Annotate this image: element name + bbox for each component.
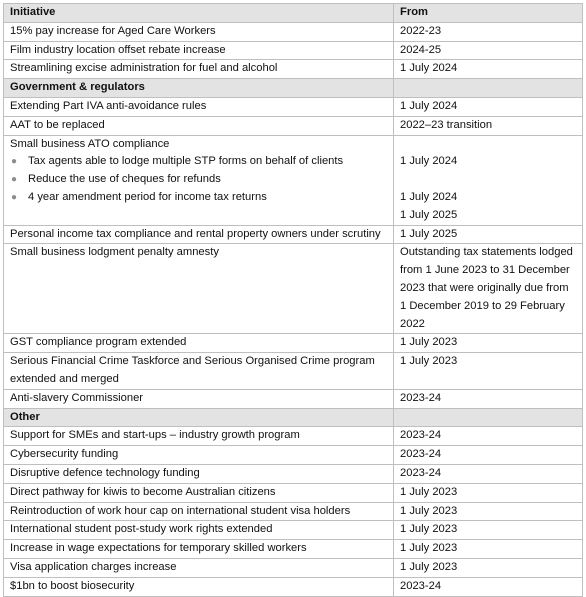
table-row [4, 502, 583, 521]
bullet-icon: ● [11, 191, 18, 203]
table-row [4, 135, 583, 225]
table-row [4, 97, 583, 116]
initiative-cell: Cybersecurity funding [4, 446, 394, 465]
bullet-item [10, 153, 387, 171]
from-cell: 1 July 2023 [394, 558, 583, 577]
from-cell: 2023-24 [394, 577, 583, 596]
table-row [4, 483, 583, 502]
table-row [4, 389, 583, 408]
bullet-text: Tax agents able to lodge multiple STP forms on behalf of clients [28, 155, 344, 168]
bullet-item [10, 171, 387, 189]
from-spacer [400, 171, 576, 189]
initiative-cell: Support for SMEs and start-ups – industry growth program [4, 427, 394, 446]
section-header-government [4, 79, 583, 98]
initiative-cell: Serious Financial Crime Taskforce and Serious Organised Crime program extended and merged [4, 353, 394, 390]
from-cell: 2024-25 [394, 41, 583, 60]
table-row [4, 521, 583, 540]
table-row [4, 225, 583, 244]
table-row [4, 116, 583, 135]
section-header-other [4, 408, 583, 427]
initiative-cell: Disruptive defence technology funding [4, 464, 394, 483]
initiative-cell: International student post-study work rights extended [4, 521, 394, 540]
initiative-cell: Personal income tax compliance and rental property owners under scrutiny [4, 225, 394, 244]
table-row [4, 22, 583, 41]
initiatives-table [3, 3, 583, 597]
from-cell: 2023-24 [394, 464, 583, 483]
from-cell: 1 July 2023 [394, 483, 583, 502]
from-line: 1 July 2024 [400, 190, 458, 203]
initiative-cell: Visa application charges increase [4, 558, 394, 577]
initiative-cell: Small business lodgment penalty amnesty [4, 244, 394, 334]
header-row [4, 4, 583, 23]
header-from: From [394, 4, 583, 23]
from-cell: 1 July 2024 [394, 60, 583, 79]
table-row [4, 446, 583, 465]
initiative-cell: $1bn to boost biosecurity [4, 577, 394, 596]
from-cell: 1 July 2024 [394, 97, 583, 116]
initiative-cell [4, 135, 394, 225]
table-row [4, 41, 583, 60]
section-title: Government & regulators [4, 79, 394, 98]
initiative-cell: 15% pay increase for Aged Care Workers [4, 22, 394, 41]
table-row [4, 244, 583, 334]
from-line: 1 July 2025 [400, 208, 458, 221]
from-cell: 1 July 2023 [394, 502, 583, 521]
from-cell: 1 July 2023 [394, 540, 583, 559]
table-row [4, 464, 583, 483]
table-row [4, 540, 583, 559]
initiative-cell: Reintroduction of work hour cap on international student visa holders [4, 502, 394, 521]
table-row [4, 427, 583, 446]
from-line: 1 July 2024 [400, 155, 458, 168]
from-cell [394, 135, 583, 225]
initiative-cell: Increase in wage expectations for temporary skilled workers [4, 540, 394, 559]
small-business-title: Small business ATO compliance [10, 137, 170, 150]
from-spacer [400, 136, 576, 154]
from-cell: 1 July 2023 [394, 353, 583, 390]
table-row [4, 353, 583, 390]
from-cell: 1 July 2023 [394, 334, 583, 353]
header-initiative: Initiative [4, 4, 394, 23]
from-cell: 2023-24 [394, 389, 583, 408]
table-body [4, 4, 583, 597]
section-blank [394, 408, 583, 427]
from-cell: 2023-24 [394, 446, 583, 465]
table-row [4, 60, 583, 79]
from-cell: 1 July 2025 [394, 225, 583, 244]
initiative-cell: Streamlining excise administration for fuel and alcohol [4, 60, 394, 79]
initiative-cell: Film industry location offset rebate increase [4, 41, 394, 60]
initiative-cell: AAT to be replaced [4, 116, 394, 135]
initiative-cell: Anti-slavery Commissioner [4, 389, 394, 408]
from-cell: 2022–23 transition [394, 116, 583, 135]
bullet-text: 4 year amendment period for income tax returns [28, 190, 267, 203]
from-cell: Outstanding tax statements lodged from 1 June 2023 to 31 December 2023 that were originally due from 1 December 2019 to 29 February 2022 [394, 244, 583, 334]
from-cell: 2022-23 [394, 22, 583, 41]
section-blank [394, 79, 583, 98]
initiative-cell: Extending Part IVA anti-avoidance rules [4, 97, 394, 116]
bullet-icon: ● [11, 156, 18, 168]
table-row [4, 334, 583, 353]
initiative-cell: GST compliance program extended [4, 334, 394, 353]
section-title: Other [4, 408, 394, 427]
bullet-icon: ● [11, 174, 18, 186]
table-row [4, 558, 583, 577]
bullet-item [10, 189, 387, 207]
from-cell: 2023-24 [394, 427, 583, 446]
bullet-text: Reduce the use of cheques for refunds [28, 173, 221, 186]
initiative-cell: Direct pathway for kiwis to become Australian citizens [4, 483, 394, 502]
from-cell: 1 July 2023 [394, 521, 583, 540]
